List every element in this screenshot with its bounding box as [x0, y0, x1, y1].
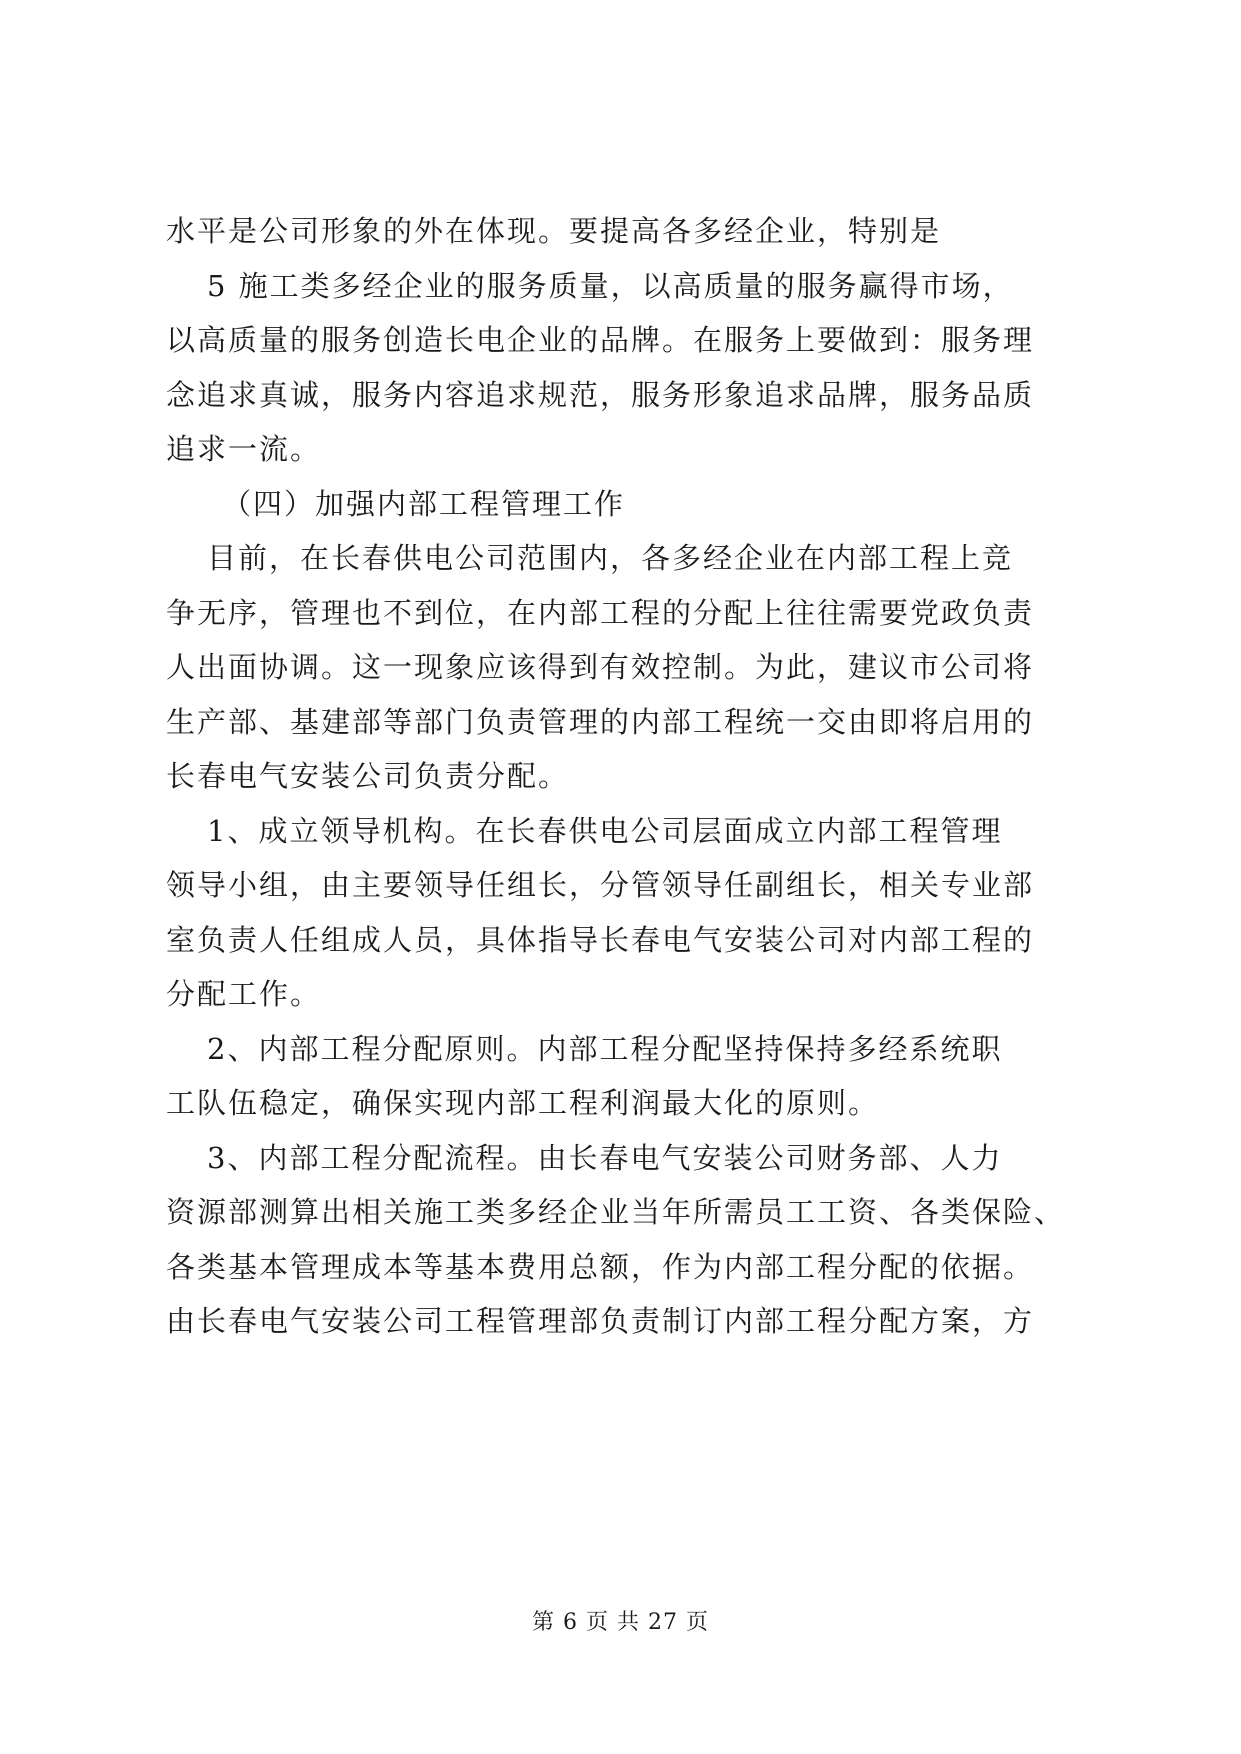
text-line: 领导小组，由主要领导任组长，分管领导任副组长，相关专业部 — [166, 868, 1035, 902]
page-footer: 第 6 页 共 27 页 — [532, 1610, 709, 1635]
text-line: 念追求真诚，服务内容追求规范，服务形象追求品牌，服务品质 — [166, 378, 1035, 412]
text-line: 各类基本管理成本等基本费用总额，作为内部工程分配的依据。 — [166, 1250, 1035, 1284]
text-line: 目前，在长春供电公司范围内，各多经企业在内部工程上竞 — [207, 541, 1014, 575]
text-line: 长春电气安装公司负责分配。 — [166, 759, 570, 793]
text-line: 2、内部工程分配原则。内部工程分配坚持保持多经系统职 — [207, 1032, 1003, 1066]
text-line: 1、成立领导机构。在长春供电公司层面成立内部工程管理 — [207, 814, 1003, 848]
text-line: 追求一流。 — [166, 432, 322, 466]
text-line: 水平是公司形象的外在体现。要提高各多经企业，特别是 — [166, 214, 942, 248]
text-line: 生产部、基建部等部门负责管理的内部工程统一交由即将启用的 — [166, 705, 1035, 739]
text-line: 室负责人任组成人员，具体指导长春电气安装公司对内部工程的 — [166, 923, 1035, 957]
text-line: 由长春电气安装公司工程管理部负责制订内部工程分配方案，方 — [166, 1304, 1035, 1338]
text-line: 以高质量的服务创造长电企业的品牌。在服务上要做到：服务理 — [166, 323, 1035, 357]
text-line: 资源部测算出相关施工类多经企业当年所需员工工资、各类保险、 — [166, 1195, 1066, 1229]
text-line: 分配工作。 — [166, 977, 322, 1011]
text-line: 工队伍稳定，确保实现内部工程利润最大化的原则。 — [166, 1086, 880, 1120]
text-line: 5 施工类多经企业的服务质量，以高质量的服务赢得市场， — [207, 269, 1014, 303]
section-heading: （四）加强内部工程管理工作 — [222, 487, 626, 521]
text-line: 3、内部工程分配流程。由长春电气安装公司财务部、人力 — [207, 1141, 1003, 1175]
text-line: 人出面协调。这一现象应该得到有效控制。为此，建议市公司将 — [166, 650, 1035, 684]
text-line: 争无序，管理也不到位，在内部工程的分配上往往需要党政负责 — [166, 596, 1035, 630]
